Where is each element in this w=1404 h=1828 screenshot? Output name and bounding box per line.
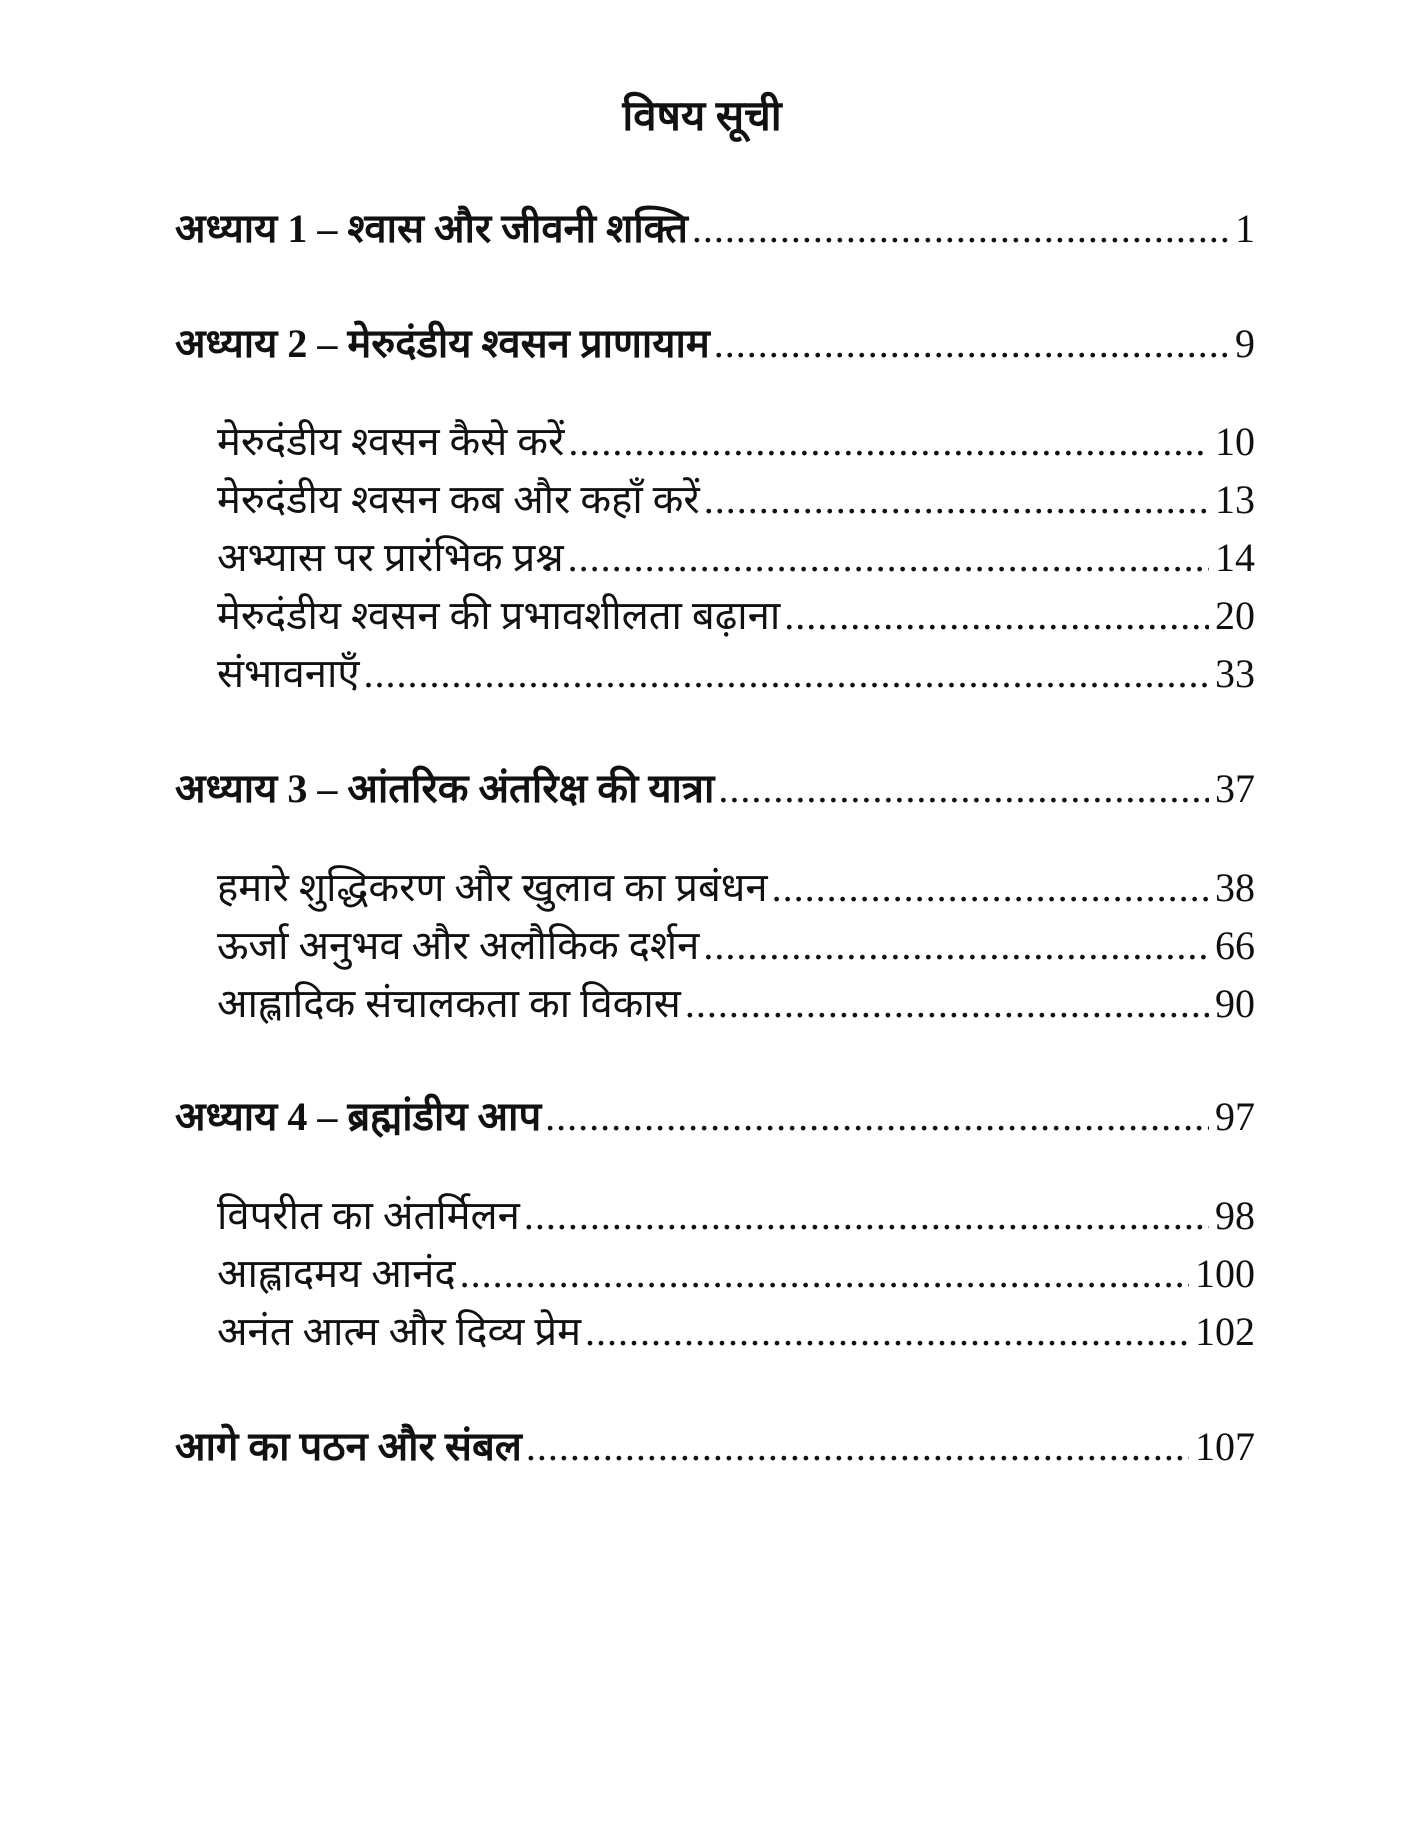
toc-page-number: 66 — [1215, 923, 1255, 968]
toc-entry-label: मेरुदंडीय श्वसन कैसे करें — [217, 419, 565, 464]
toc-section-item[interactable] — [217, 650, 1255, 698]
dot-leader — [685, 980, 1209, 1028]
toc-page-number: 107 — [1195, 1424, 1255, 1469]
toc-page-number: 100 — [1195, 1251, 1255, 1296]
toc-section-item[interactable] — [217, 1250, 1255, 1298]
toc-section-item[interactable] — [217, 476, 1255, 524]
page-title: विषय सूची — [622, 94, 782, 140]
toc-section-item[interactable] — [217, 980, 1255, 1028]
dot-leader — [585, 1308, 1189, 1356]
toc-entry-label: अभ्यास पर प्रारंभिक प्रश्न — [217, 535, 564, 580]
toc-chapter-3[interactable] — [175, 765, 1255, 813]
toc-page-number: 98 — [1215, 1193, 1255, 1238]
toc-page-number: 102 — [1195, 1309, 1255, 1354]
dot-leader — [703, 922, 1209, 970]
toc-entry-label: आह्लादिक संचालकता का विकास — [217, 981, 681, 1026]
toc-chapter-4[interactable] — [175, 1093, 1255, 1141]
dot-leader — [460, 1250, 1189, 1298]
toc-page-number: 37 — [1215, 766, 1255, 811]
toc-section-item[interactable] — [217, 1192, 1255, 1240]
toc-entry-label: ऊर्जा अनुभव और अलौकिक दर्शन — [217, 923, 700, 968]
toc-entry-label: अध्याय 3 – आंतरिक अंतरिक्ष की यात्रा — [175, 766, 715, 811]
dot-leader — [524, 1192, 1209, 1240]
toc-entry-label: मेरुदंडीय श्वसन कब और कहाँ करें — [217, 477, 700, 522]
toc-page-number: 38 — [1215, 865, 1255, 910]
toc-page-number: 13 — [1215, 477, 1255, 522]
toc-entry-label: आह्लादमय आनंद — [217, 1251, 456, 1296]
dot-leader — [568, 534, 1209, 582]
toc-section-item[interactable] — [217, 864, 1255, 912]
dot-leader — [363, 650, 1209, 698]
toc-page-number: 90 — [1215, 981, 1255, 1026]
toc-page-number: 10 — [1215, 419, 1255, 464]
toc-page-number: 14 — [1215, 535, 1255, 580]
toc-page-number: 33 — [1215, 651, 1255, 696]
toc-entry-label: अध्याय 4 – ब्रह्मांडीय आप — [175, 1094, 542, 1139]
dot-leader — [692, 205, 1229, 253]
dot-leader — [526, 1423, 1189, 1471]
dot-leader — [784, 592, 1209, 640]
dot-leader — [714, 320, 1229, 368]
toc-further-reading[interactable] — [175, 1423, 1255, 1471]
dot-leader — [545, 1093, 1209, 1141]
toc-page-number: 20 — [1215, 593, 1255, 638]
dot-leader — [568, 418, 1209, 466]
toc-entry-label: विपरीत का अंतर्मिलन — [217, 1193, 520, 1238]
toc-page-number: 1 — [1235, 206, 1255, 251]
toc-entry-label: मेरुदंडीय श्वसन की प्रभावशीलता बढ़ाना — [217, 593, 781, 638]
toc-chapter-1[interactable] — [175, 205, 1255, 253]
toc-entry-label: संभावनाएँ — [217, 651, 360, 696]
toc-entry-label: अनंत आत्म और दिव्य प्रेम — [217, 1309, 582, 1354]
toc-entry-label: अध्याय 1 – श्वास और जीवनी शक्ति — [175, 206, 688, 251]
dot-leader — [772, 864, 1209, 912]
toc-section-item[interactable] — [217, 418, 1255, 466]
toc-section-item[interactable] — [217, 922, 1255, 970]
toc-chapter-2[interactable] — [175, 320, 1255, 368]
toc-page-number: 97 — [1215, 1094, 1255, 1139]
dot-leader — [704, 476, 1209, 524]
toc-section-item[interactable] — [217, 1308, 1255, 1356]
toc-entry-label: हमारे शुद्धिकरण और खुलाव का प्रबंधन — [217, 865, 768, 910]
toc-page-number: 9 — [1235, 321, 1255, 366]
toc-section-item[interactable] — [217, 592, 1255, 640]
toc-section-item[interactable] — [217, 534, 1255, 582]
toc-entry-label: अध्याय 2 – मेरुदंडीय श्वसन प्राणायाम — [175, 321, 710, 366]
toc-entry-label: आगे का पठन और संबल — [175, 1424, 522, 1469]
dot-leader — [718, 765, 1209, 813]
